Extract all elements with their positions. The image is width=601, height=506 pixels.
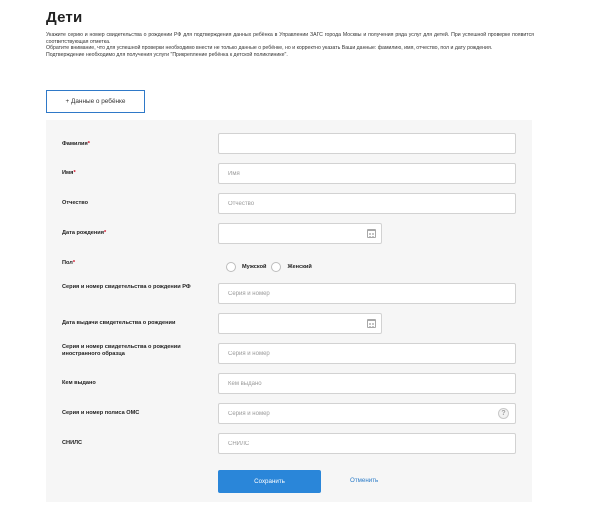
help-icon[interactable]: ? xyxy=(498,408,509,419)
birth-cert-foreign-input[interactable] xyxy=(218,343,516,364)
patronymic-input[interactable] xyxy=(218,193,516,214)
patronymic-label: Отчество xyxy=(62,200,89,206)
child-form xyxy=(46,120,532,502)
intro-paragraph: Обратите внимание, что для успешной проверки необходимо внести не только данные о ребёнке, но и корректно указать Ваши данные: фамилию, имя, отчество, пол и дату рождения. xyxy=(46,45,493,52)
name-label: Имя* xyxy=(62,170,76,176)
cert-issue-date-input[interactable] xyxy=(218,313,382,334)
gender-radio-group xyxy=(226,262,317,272)
surname-label: Фамилия* xyxy=(62,141,90,147)
radio-male[interactable] xyxy=(226,262,236,272)
gender-female-label: Женский xyxy=(287,264,312,270)
page-title: Дети xyxy=(46,9,83,26)
snils-label: СНИЛС xyxy=(62,440,83,446)
calendar-icon[interactable] xyxy=(367,319,376,328)
gender-female-option[interactable] xyxy=(271,262,311,272)
surname-input[interactable] xyxy=(218,133,516,154)
birth-cert-rf-label: Серия и номер свидетельства о рождении РФ xyxy=(62,284,191,290)
intro-paragraph: Укажите серию и номер свидетельства о рождении РФ для подтверждения данных ребёнка в Управлении ЗАГС города Москвы и получения ряда услуг для детей. При успешной проверке появится соответствующая отметка. xyxy=(46,32,534,45)
gender-male-label: Мужской xyxy=(242,264,267,270)
birth-date-input[interactable] xyxy=(218,223,382,244)
intro-paragraph: Подтверждение необходимо для получения услуги "Прикрепление ребёнка к детской поликлинике". xyxy=(46,51,288,58)
oms-policy-label: Серия и номер полиса ОМС xyxy=(62,410,140,416)
oms-policy-input[interactable] xyxy=(218,403,516,424)
gender-label: Пол* xyxy=(62,260,76,266)
birth-cert-rf-input[interactable] xyxy=(218,283,516,304)
add-child-button[interactable]: + Данные о ребёнке xyxy=(46,90,145,113)
issued-by-input[interactable] xyxy=(218,373,516,394)
birth-date-label: Дата рождения* xyxy=(62,230,107,236)
gender-male-option[interactable] xyxy=(226,262,266,272)
intro-text xyxy=(46,32,534,58)
issued-by-label: Кем выдано xyxy=(62,380,96,386)
cancel-link[interactable]: Отменить xyxy=(350,477,379,484)
cert-issue-date-label: Дата выдачи свидетельства о рождении xyxy=(62,320,176,326)
radio-female[interactable] xyxy=(271,262,281,272)
calendar-icon[interactable] xyxy=(367,229,376,238)
name-input[interactable] xyxy=(218,163,516,184)
birth-cert-foreign-label: Серия и номер свидетельства о рождении иностранного образца xyxy=(62,344,181,358)
snils-input[interactable] xyxy=(218,433,516,454)
save-button[interactable]: Сохранить xyxy=(218,470,321,493)
